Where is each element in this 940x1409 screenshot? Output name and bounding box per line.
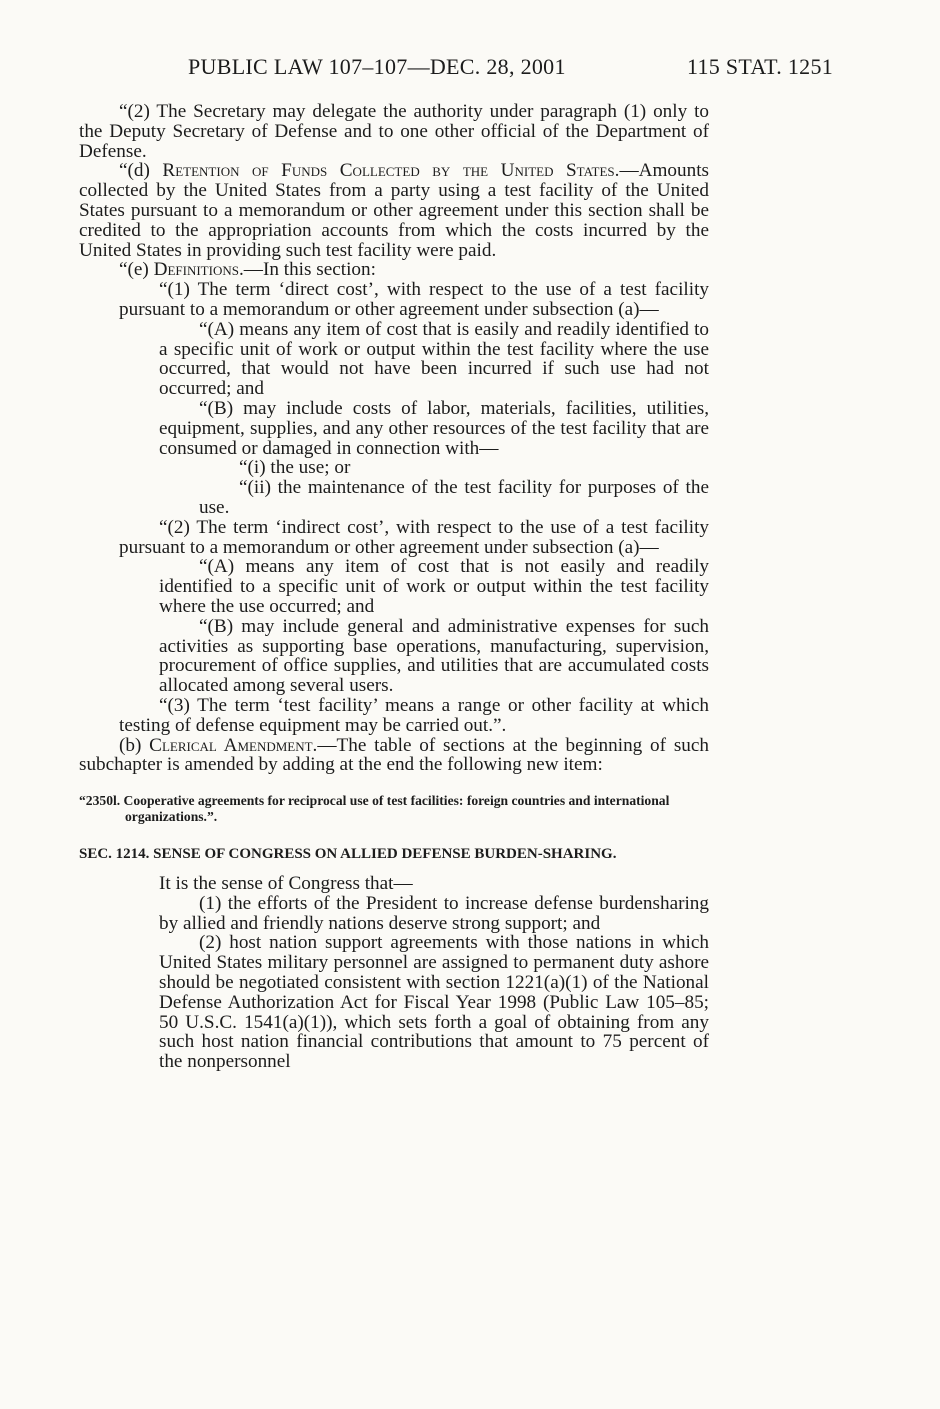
paragraph [79,736,709,776]
paragraph-text: —Amounts collected by the United States from a party using a test facility of the United States pursuant to a memorandum or other agreement under this section shall be credited to the appropriation accounts from which the costs incurred by the United States in providing such test facility were paid. [79,160,709,261]
paragraph-label: (b) [119,734,150,756]
paragraph-label: “(d) [119,160,163,182]
paragraph-text: —The table of sections at the beginning of such subchapter is amended by adding at the end the following new item: [79,734,709,776]
paragraph [79,161,709,260]
paragraph: “(2) The term ‘indirect cost’, with respect to the use of a test facility pursuant to a memorandum or other agreement under subsection (a)— [119,516,709,558]
paragraph: (2) host nation support agreements with those nations in which United States military personnel are assigned to permanent duty ashore should be negotiated consistent with section 1221(a)(1) of the National Defense Authorization Act for Fiscal Year 1998 (Public Law 105–85; 50 U.S.C. 1541(a)(1)), which sets forth a goal of obtaining from any such host nation financial contributions that amount to 75 percent of the nonpersonnel [159,932,709,1073]
subsection-heading: Clerical Amendment. [149,734,318,756]
subsection-heading: Retention of Funds Collected by the United States. [162,160,620,182]
paragraph-label: “(e) [119,259,154,281]
paragraph: “(A) means any item of cost that is not easily and readily identified to a specific unit of work or output within the test facility where the use occurred; and [159,556,709,617]
page-stat-number: 115 STAT. 1251 [687,54,834,79]
paragraph: It is the sense of Congress that— [159,873,413,895]
paragraph: “(3) The term ‘test facility’ means a range or other facility at which testing of defense equipment may be carried out.”. [119,694,709,736]
paragraph-text: —In this section: [243,259,376,281]
table-of-sections-item: “2350l. Cooperative agreements for reciprocal use of test facilities: foreign countries and international organizations.”. [79,793,670,825]
page-title: PUBLIC LAW 107–107—DEC. 28, 2001 [188,54,566,79]
paragraph: (1) the efforts of the President to increase defense burdensharing by allied and friendly nations deserve strong support; and [159,892,709,934]
paragraph: “(A) means any item of cost that is easily and readily identified to a specific unit of work or output within the test facility where the use occurred, that would not have been incurred if such use had not occurred; and [159,318,709,400]
paragraph [79,260,709,280]
paragraph: “(2) The Secretary may delegate the authority under paragraph (1) only to the Deputy Secretary of Defense and to one other official of the Department of Defense. [79,101,709,162]
document-body [79,102,709,1072]
section-heading: SEC. 1214. SENSE OF CONGRESS ON ALLIED DEFENSE BURDEN-SHARING. [79,846,617,863]
page-header [0,54,940,84]
paragraph: “(ii) the maintenance of the test facility for purposes of the use. [199,477,709,518]
paragraph: “(B) may include general and administrative expenses for such activities as supporting base operations, manufacturing, supervision, procurement of office supplies, and utilities that are accumulated costs allocated among several users. [159,615,709,697]
paragraph: “(1) The term ‘direct cost’, with respect to the use of a test facility pursuant to a memorandum or other agreement under subsection (a)— [119,279,709,320]
paragraph: “(B) may include costs of labor, materials, facilities, utilities, equipment, supplies, and any other resources of the test facility that are consumed or damaged in connection with— [159,397,709,459]
subsection-heading: Definitions. [153,259,244,281]
paragraph: “(i) the use; or [239,457,351,479]
